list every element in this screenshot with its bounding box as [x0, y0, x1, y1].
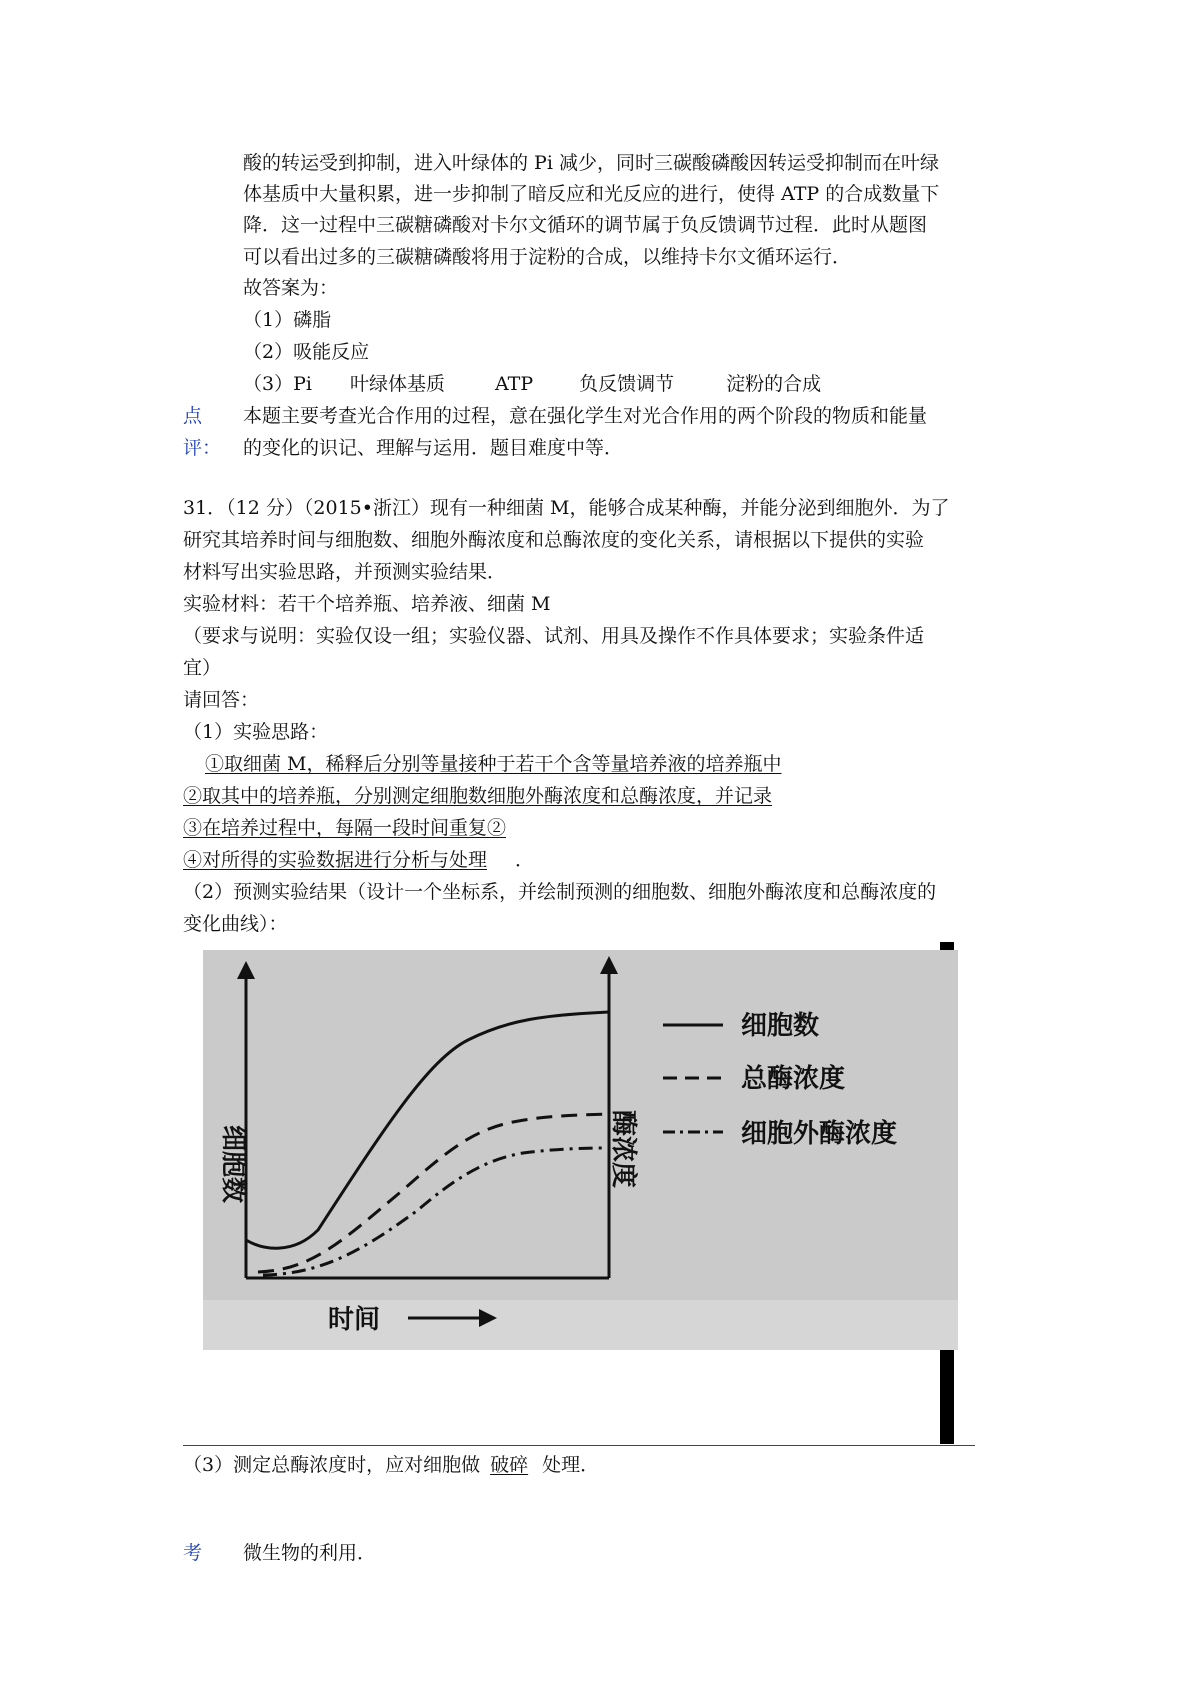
comment-label-top: 点: [183, 405, 203, 427]
part-3-suffix: 处理．: [542, 1454, 600, 1476]
answer-intro: 故答案为：: [243, 277, 339, 299]
answer-2: （2）吸能反应: [243, 341, 370, 363]
comment-line-2: 的变化的识记、理解与运用．题目难度中等．: [243, 437, 624, 459]
legend-label-cell-count: 细胞数: [741, 1011, 820, 1041]
step-4: ④对所得的实验数据进行分析与处理: [183, 849, 488, 871]
answer-3-item-4: 负反馈调节: [579, 373, 675, 395]
question-line-3: 材料写出实验思路，并预测实验结果．: [183, 561, 507, 583]
step-2: ②取其中的培养瓶，分别测定细胞数细胞外酶浓度和总酶浓度，并记录: [183, 785, 773, 807]
x-axis-label: 时间: [328, 1305, 381, 1335]
answer-3-item-5: 淀粉的合成: [726, 373, 822, 395]
question-materials: 实验材料：若干个培养瓶、培养液、细菌 M: [183, 593, 551, 615]
question-line-1: 31．（12 分）（2015•浙江）现有一种细菌 M，能够合成某种酶，并能分泌到细胞外．为了: [183, 497, 950, 519]
figure-bottom-band: [203, 1300, 958, 1350]
legend-label-total-enzyme: 总酶浓度: [741, 1064, 846, 1094]
answer-3-item-1: （3）Pi: [243, 373, 312, 395]
analysis-line-3: 降．这一过程中三碳糖磷酸对卡尔文循环的调节属于负反馈调节过程．此时从题图: [243, 214, 928, 236]
kaodian-label: 考: [183, 1542, 203, 1564]
comment-label-bottom: 评：: [183, 437, 222, 459]
step-4-line: [183, 847, 534, 873]
figure-background: [203, 950, 958, 1350]
part-3-answer: 破碎: [490, 1454, 529, 1476]
result-figure: [203, 950, 958, 1350]
analysis-line-1: 酸的转运受到抑制，进入叶绿体的 Pi 减少，同时三碳酸磷酸因转运受抑制而在叶绿: [243, 152, 939, 174]
analysis-line-2: 体基质中大量积累，进一步抑制了暗反应和光反应的进行，使得 ATP 的合成数量下: [243, 183, 940, 205]
legend-label-extracellular-enzyme: 细胞外酶浓度: [741, 1119, 898, 1149]
y-right-label: 酶浓度: [608, 1110, 638, 1189]
figure-bottom-rule: [183, 1445, 975, 1446]
step-end: ．: [515, 849, 535, 871]
step-1: ①取细菌 M，稀释后分别等量接种于若干个含等量培养液的培养瓶中: [205, 753, 782, 775]
question-part-3: [183, 1452, 599, 1478]
comment-line-1: 本题主要考查光合作用的过程，意在强化学生对光合作用的两个阶段的物质和能量: [243, 405, 928, 427]
part-3-prefix: （3）测定总酶浓度时，应对细胞做: [183, 1454, 481, 1476]
question-line-2: 研究其培养时间与细胞数、细胞外酶浓度和总酶浓度的变化关系，请根据以下提供的实验: [183, 529, 925, 551]
question-part-1: （1）实验思路：: [183, 721, 329, 743]
question-part-2-line-1: （2）预测实验结果（设计一个坐标系，并绘制预测的细胞数、细胞外酶浓度和总酶浓度的: [183, 881, 937, 903]
step-3: ③在培养过程中，每隔一段时间重复②: [183, 817, 507, 839]
question-please-answer: 请回答：: [183, 689, 260, 711]
question-requirements-2: 宜）: [183, 657, 222, 679]
answer-1: （1）磷脂: [243, 309, 332, 331]
question-requirements-1: （要求与说明：实验仅设一组；实验仪器、试剂、用具及操作不作具体要求；实验条件适: [183, 625, 925, 647]
answer-3-item-2: 叶绿体基质: [349, 373, 445, 395]
question-part-2-line-2: 变化曲线）：: [183, 913, 288, 935]
y-left-label: 细胞数: [218, 1125, 248, 1204]
answer-3-item-3: ATP: [494, 373, 534, 395]
analysis-line-4: 可以看出过多的三碳糖磷酸将用于淀粉的合成，以维持卡尔文循环运行．: [243, 246, 852, 268]
figure-svg: [203, 950, 958, 1350]
answer-3: [243, 371, 821, 397]
kaodian-text: 微生物的利用．: [243, 1542, 377, 1564]
